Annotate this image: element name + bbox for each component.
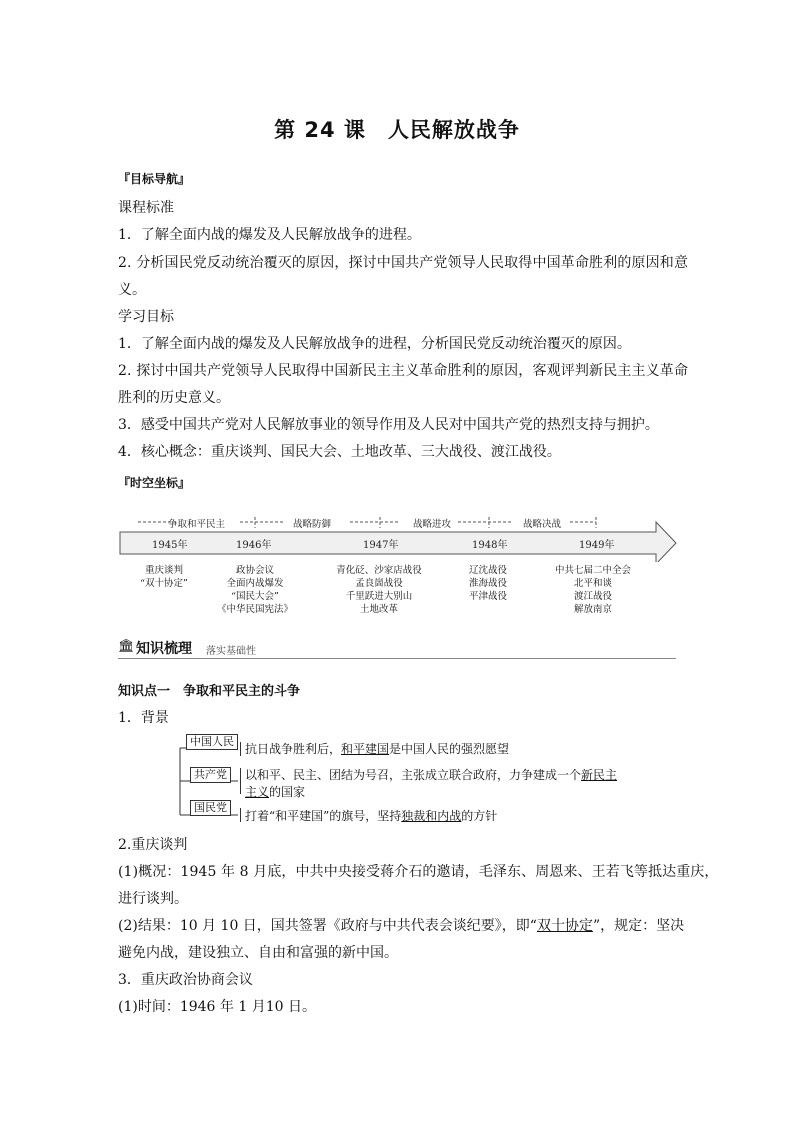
timeline-year: 1948年: [472, 540, 508, 551]
learning-label: 学习目标: [118, 309, 174, 325]
lesson-title: 第 24 课 人民解放战争: [274, 118, 520, 142]
bg-text-people: 抗日战争胜利后，和平建国是中国人民的强烈愿望: [245, 742, 510, 756]
timeline-event: 辽沈战役: [468, 565, 507, 576]
timeline-segment: 战略防御: [293, 519, 332, 530]
bg-label-kmt: 国民党: [190, 800, 231, 816]
timeline-event: “国民大会”: [231, 591, 279, 602]
timeline-event: 青化砭、沙家店战役: [336, 565, 422, 576]
time-coord-heading: 『时空坐标』: [118, 476, 191, 490]
pcc-title: 3．重庆政治协商会议: [118, 972, 253, 988]
timeline-event: 土地改革: [359, 604, 398, 615]
timeline-event: 北平和谈: [573, 578, 612, 589]
timeline: [118, 512, 678, 632]
knowledge-banner: [118, 636, 676, 659]
bg-text-kmt: 打着“和平建国”的旗号，坚持独裁和内战的方针: [245, 809, 498, 823]
timeline-event: 《中华民国宪法》: [216, 604, 293, 615]
timeline-event: 淮海战役: [468, 578, 507, 589]
banner-label: 知识梳理: [136, 641, 192, 657]
building-icon: 🏛: [118, 639, 135, 654]
bg-label-cpc: 共产党: [190, 767, 231, 783]
learning-item-1: 1．了解全面内战的爆发及人民解放战争的进程，分析国民党反动统治覆灭的原因。: [118, 336, 631, 352]
cq-overview: (1)概况：1945 年 8 月底，中共中央接受蒋介石的邀请，毛泽东、周恩来、王若飞等抵达重庆，: [118, 864, 719, 880]
timeline-segment: 争取和平民主: [168, 519, 226, 530]
curriculum-item-2: 2. 分析国民党反动统治覆灭的原因，探讨中国共产党领导人民取得中国革命胜利的原因和意: [118, 255, 689, 271]
timeline-year: 1947年: [363, 540, 399, 551]
learning-item-4: 4．核心概念：重庆谈判、国民大会、土地改革、三大战役、渡江战役。: [118, 444, 561, 460]
timeline-event: 全面内战爆发: [226, 578, 284, 589]
learning-item-3: 3．感受中国共产党对人民解放事业的领导作用及人民对中国共产党的热烈支持与拥护。: [118, 417, 659, 433]
timeline-segment: 战略进攻: [413, 519, 452, 530]
timeline-events-1945: [120, 564, 208, 590]
bg-text-cpc: 以和平、民主、团结为号召，主张成立联合政府，力争建成一个新民主 主义的国家: [245, 768, 618, 799]
timeline-event: 千里跃进大别山: [345, 591, 413, 602]
curriculum-label: 课程标准: [118, 200, 174, 216]
curriculum-item-1: 1．了解全面内战的爆发及人民解放战争的进程。: [118, 227, 421, 243]
timeline-event: 渡江战役: [573, 591, 612, 602]
kp1-background-title: 1．背景: [118, 710, 169, 726]
bg-label-people: 中国人民: [186, 734, 238, 750]
timeline-event: 平津战役: [468, 591, 507, 602]
timeline-segment: 战略决战: [523, 519, 562, 530]
timeline-event: 重庆谈判: [144, 565, 183, 576]
timeline-events-1948: [448, 564, 528, 603]
banner-subtitle: 落实基础性: [206, 646, 256, 657]
cq-overview-cont: 进行谈判。: [118, 891, 188, 907]
learning-item-2: 2. 探讨中国共产党领导人民取得中国新民主主义革命胜利的原因，客观评判新民主主义革命: [118, 363, 689, 379]
timeline-year: 1949年: [579, 540, 615, 551]
curriculum-item-2-cont: 义。: [118, 282, 146, 298]
timeline-events-1946: [200, 564, 310, 616]
timeline-event: 政协会议: [235, 565, 274, 576]
timeline-event: 中共七届二中全会: [554, 565, 631, 576]
pcc-time: (1)时间：1946 年 1 月10 日。: [118, 999, 316, 1015]
cq-title: 2.重庆谈判: [118, 837, 188, 853]
timeline-event: 孟良崮战役: [355, 578, 403, 589]
learning-item-2-cont: 胜利的历史意义。: [118, 390, 230, 406]
timeline-events-1947: [318, 564, 440, 616]
timeline-year: 1945年: [152, 540, 188, 551]
timeline-event: 解放南京: [573, 604, 612, 615]
timeline-year: 1946年: [236, 540, 272, 551]
cq-result: (2)结果：10 月 10 日，国共签署《政府与中共代表会谈纪要》，即“双十协定”，规定：坚决: [118, 918, 685, 934]
cq-result-cont: 避免内战，建设独立、自由和富强的新中国。: [118, 945, 398, 961]
timeline-events-1949: [538, 564, 648, 616]
kp1-heading: 知识点一 争取和平民主的斗争: [118, 684, 301, 699]
timeline-event: “双十协定”: [140, 578, 188, 589]
goal-nav-heading: 『目标导航』: [118, 172, 191, 186]
